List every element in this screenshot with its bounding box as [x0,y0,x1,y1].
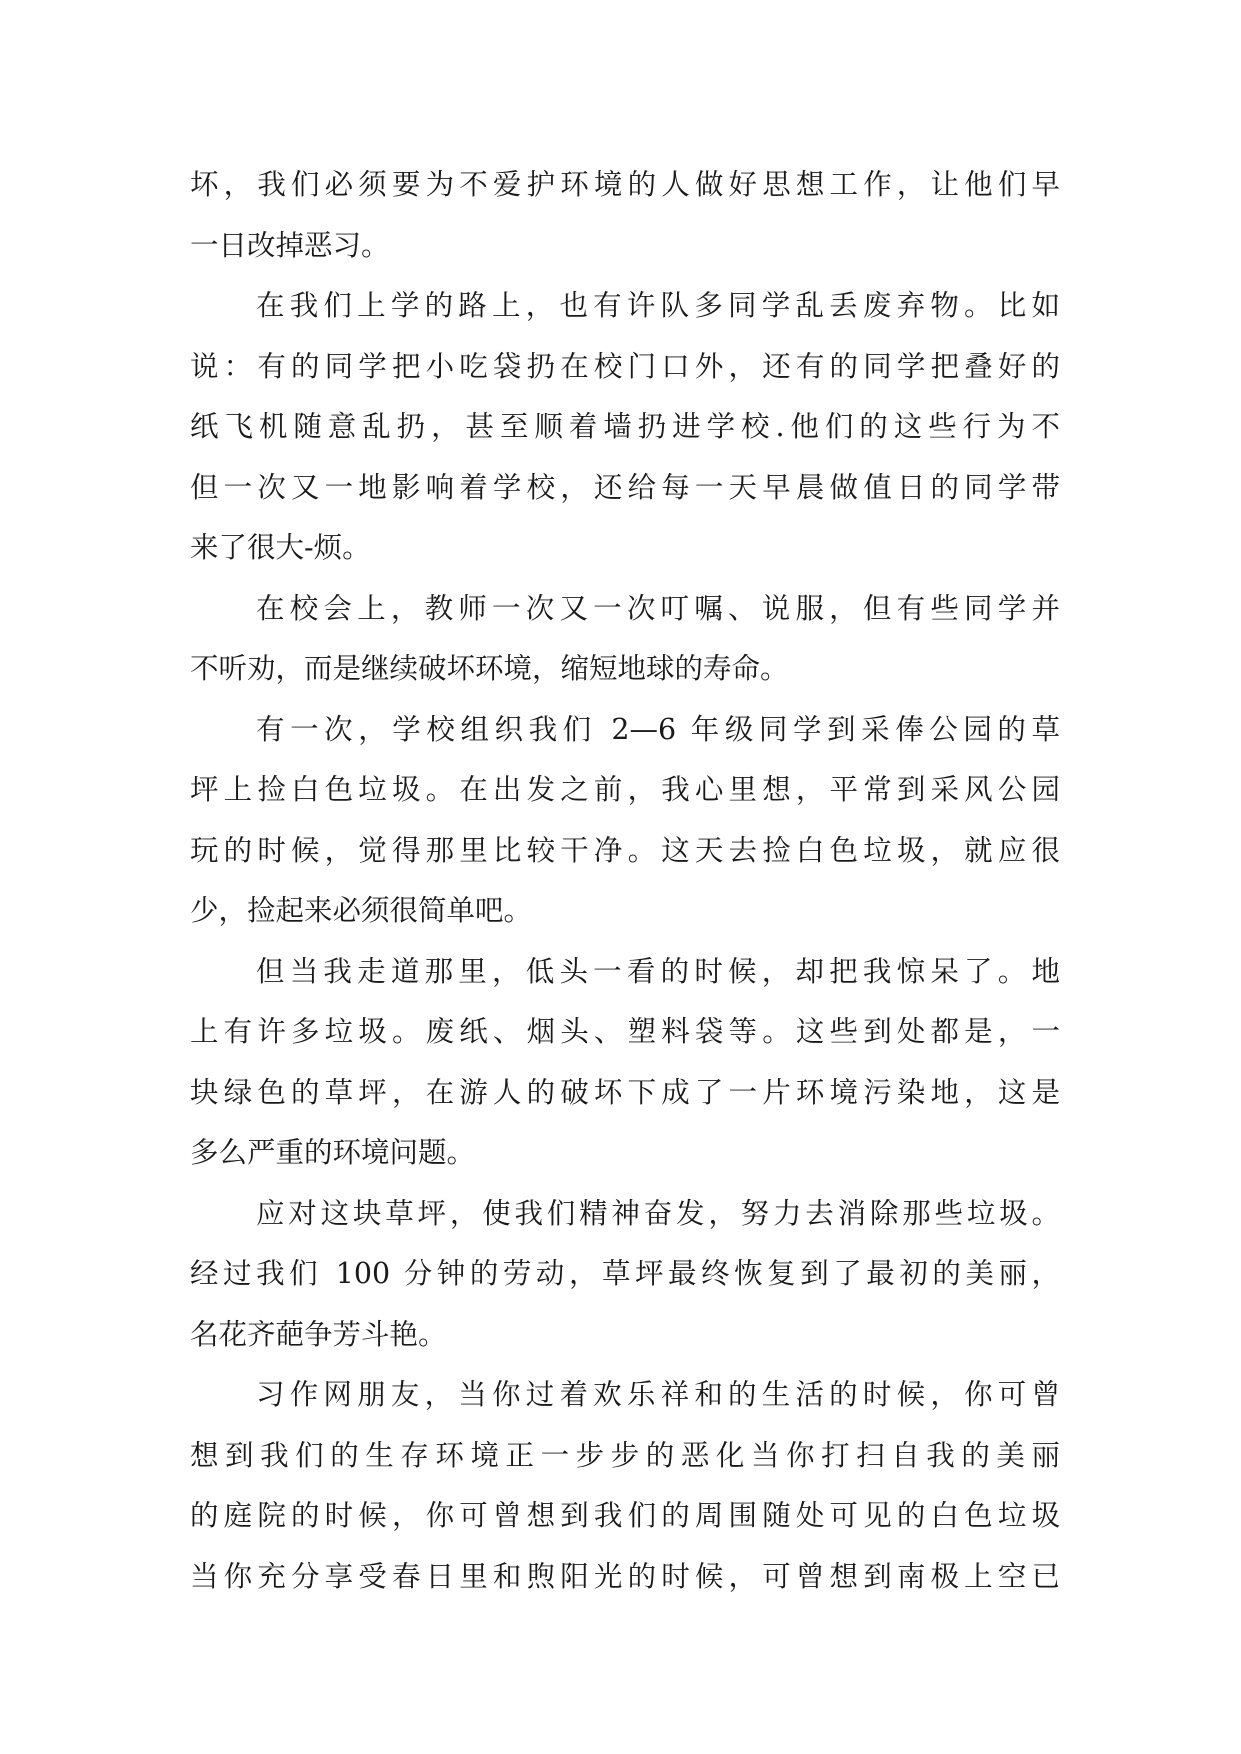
text-line: 来了很大-烦。 [190,531,371,564]
text-line: 名花齐葩争芳斗艳。 [190,1317,447,1351]
text-line: 的庭院的时候，你可曾想到我们的周围随处可见的白色垃圾 [190,1499,1060,1532]
text-line: 但一次又一地影响着学校，还给每一天早晨做值日的同学带 [190,470,1060,504]
text-line: 上有许多垃圾。废纸、烟头、塑料袋等。这些到处都是，一 [190,1015,1060,1048]
text-line: 当你充分享受春日里和煦阳光的时候，可曾想到南极上空已 [190,1559,1060,1593]
text-line: 不听劝，而是继续破坏环境，缩短地球的寿命。 [190,652,789,685]
text-line: 块绿色的草坪，在游人的破坏下成了一片环境污染地，这是 [190,1075,1060,1109]
text-line: 坪上捡白色垃圾。在出发之前，我心里想，平常到采风公园 [190,773,1060,806]
paragraph-start-line: 习作网朋友，当你过着欢乐祥和的生活的时候，你可曾 [256,1378,1060,1411]
paragraph-start-line: 但当我走道那里，低头一看的时候，却把我惊呆了。地 [256,954,1060,988]
text-line: 说：有的同学把小吃袋扔在校门口外，还有的同学把叠好的 [190,349,1060,383]
text-line: 玩的时候，觉得那里比较干净。这天去捡白色垃圾，就应很 [190,833,1060,867]
text-line: 经过我们 100 分钟的劳动，草坪最终恢复到了最初的美丽， [190,1257,1060,1290]
body-text [190,155,1060,1607]
text-line: 纸飞机随意乱扔，甚至顺着墙扔进学校.他们的这些行为不 [190,410,1060,443]
paragraph-start-line: 应对这块草坪，使我们精神奋发，努力去消除那些垃圾。 [256,1196,1060,1230]
paragraph-start-line: 在我们上学的路上，也有许队多同学乱丢废弃物。比如 [256,289,1060,322]
text-line: 想到我们的生存环境正一步步的恶化当你打扫自我的美丽 [190,1438,1060,1472]
text-line: 多么严重的环境问题。 [190,1136,476,1169]
text-line: 少，捡起来必须很简单吧。 [190,894,533,927]
text-line: 坏，我们必须要为不爱护环境的人做好思想工作，让他们早 [190,168,1060,201]
paragraph-start-line: 在校会上，教师一次又一次叮嘱、说服，但有些同学并 [256,591,1060,625]
text-line: 一日改掉恶习。 [190,228,390,262]
paragraph-start-line: 有一次，学校组织我们 2—6 年级同学到采俸公园的草 [256,712,1060,746]
